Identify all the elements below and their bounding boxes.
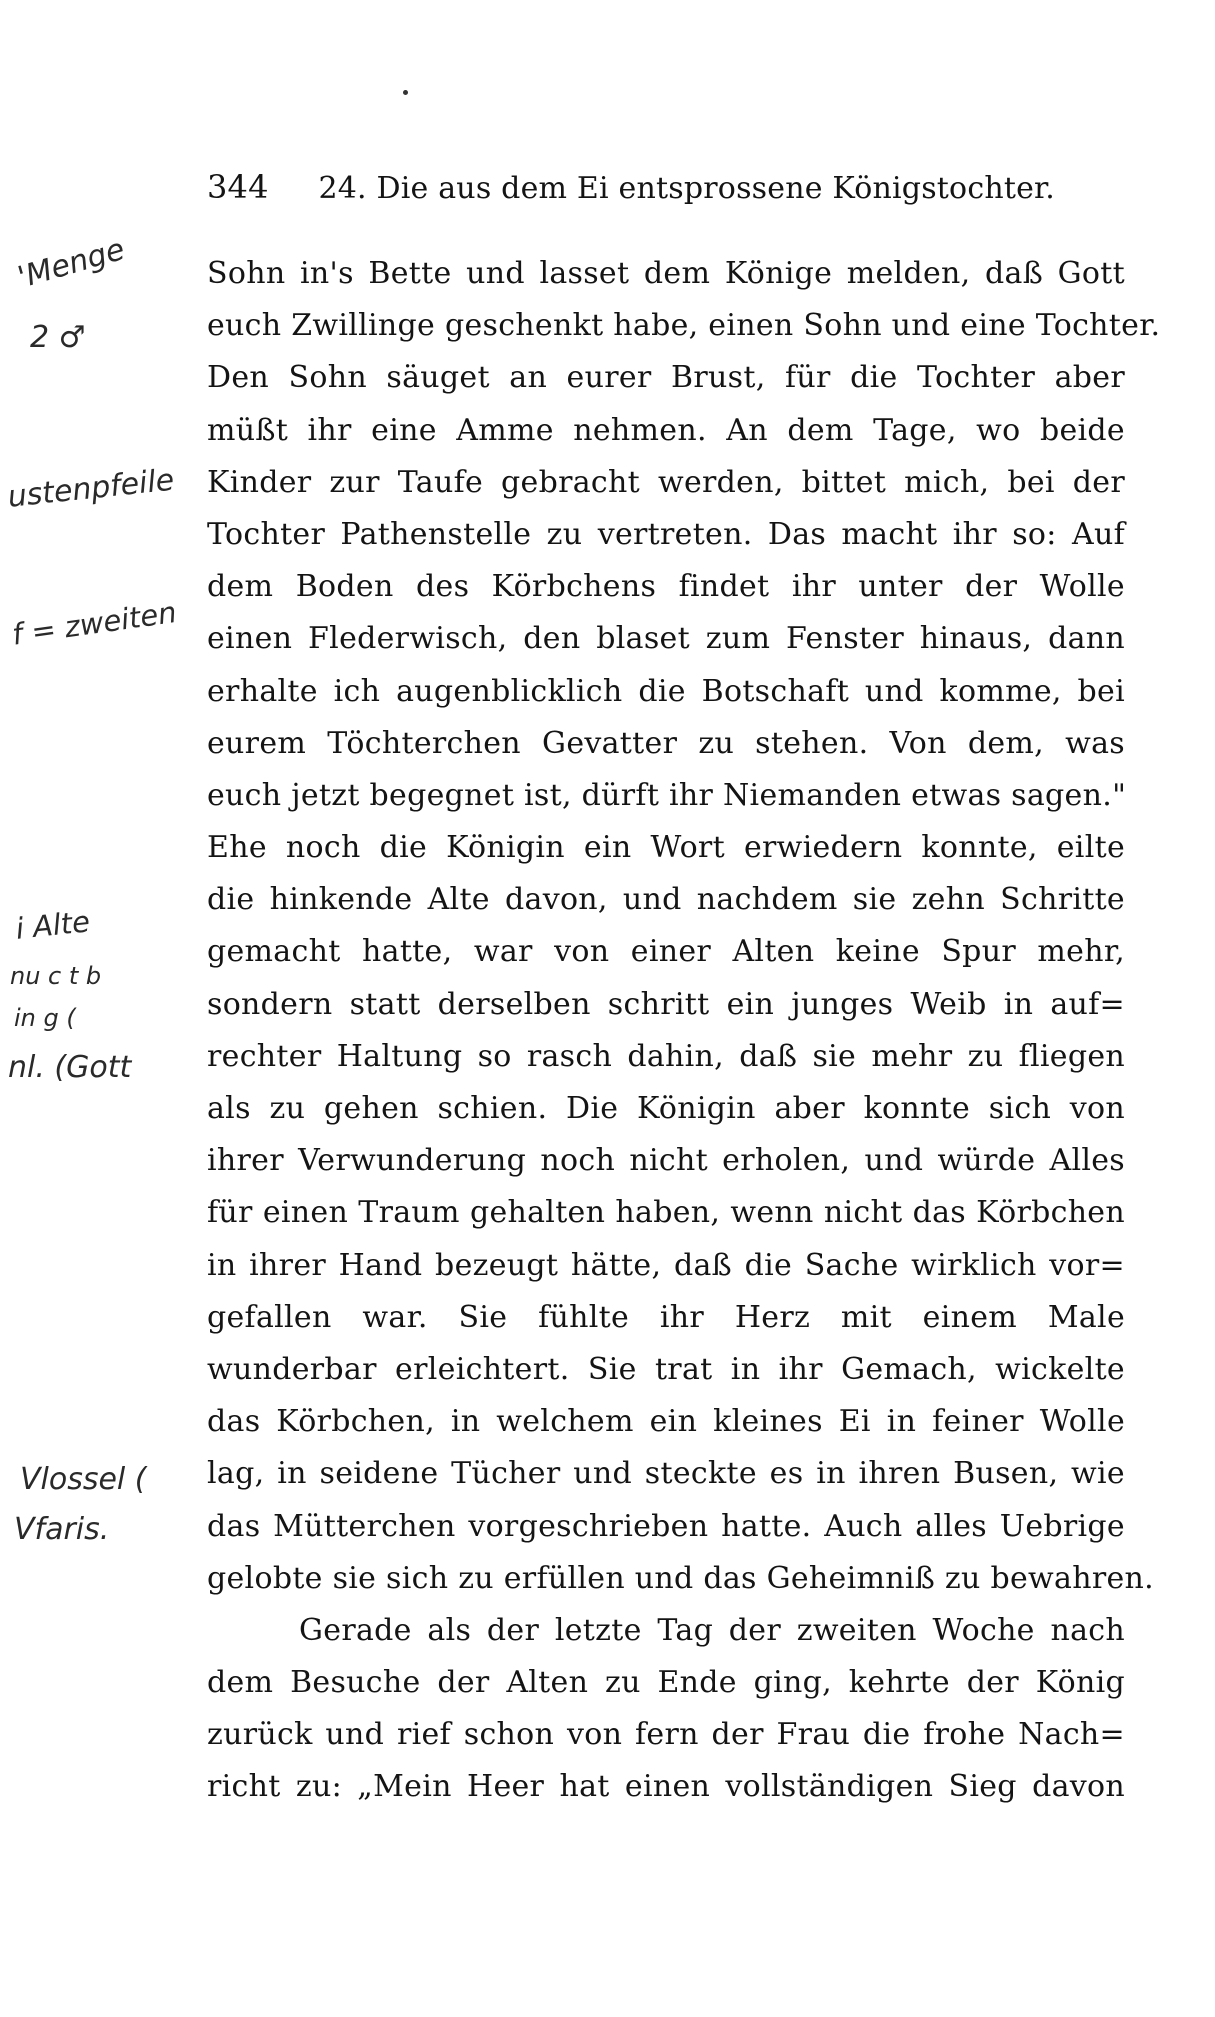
- text-line: Den Sohn säuget an eurer Brust, für die Tochter aber: [207, 360, 1125, 396]
- text-line: gefallen war. Sie fühlte ihr Herz mit einem Male: [207, 1299, 1125, 1335]
- text-line: für einen Traum gehalten haben, wenn nicht das Körbchen: [207, 1195, 1125, 1231]
- margin-note: i Alte: [14, 904, 92, 946]
- margin-note: Vlossel (: [20, 1462, 147, 1497]
- text-line: Kinder zur Taufe gebracht werden, bittet mich, bei der: [207, 464, 1125, 500]
- running-title: 24. Die aus dem Ei entsprossene Königstochter.: [318, 171, 1056, 206]
- margin-note: 2 ♂: [30, 320, 86, 355]
- text-line: die hinkende Alte davon, und nachdem sie zehn Schritte: [207, 882, 1125, 918]
- text-line: richt zu: „Mein Heer hat einen vollständigen Sieg davon: [207, 1769, 1125, 1805]
- text-line: in ihrer Hand bezeugt hätte, daß die Sache wirklich vor=: [207, 1247, 1125, 1283]
- margin-note: 'Menge: [14, 231, 129, 296]
- text-line: gemacht hatte, war von einer Alten keine Spur mehr,: [207, 934, 1125, 970]
- margin-note: nl. (Gott: [8, 1050, 132, 1085]
- ink-speck: [403, 90, 408, 95]
- text-line: dem Besuche der Alten zu Ende ging, kehrte der König: [207, 1665, 1125, 1701]
- margin-note: Vfaris.: [14, 1512, 110, 1547]
- text-line: Ehe noch die Königin ein Wort erwiedern konnte, eilte: [207, 830, 1125, 866]
- text-line: einen Flederwisch, den blaset zum Fenster hinaus, dann: [207, 621, 1125, 657]
- page-number: 344: [207, 168, 269, 206]
- text-line: Sohn in's Bette und lasset dem Könige melden, daß Gott: [207, 256, 1125, 291]
- text-line: Tochter Pathenstelle zu vertreten. Das macht ihr so: Auf: [207, 516, 1125, 552]
- margin-note: nu c t b: [10, 962, 102, 990]
- margin-note: f = zweiten: [10, 594, 179, 652]
- text-line: ihrer Verwunderung noch nicht erholen, und würde Alles: [207, 1143, 1125, 1179]
- text-line: erhalte ich augenblicklich die Botschaft und komme, bei: [207, 673, 1125, 709]
- text-line: sondern statt derselben schritt ein junges Weib in auf=: [207, 986, 1125, 1022]
- text-line: wunderbar erleichtert. Sie trat in ihr Gemach, wickelte: [207, 1351, 1125, 1387]
- text-line: lag, in seidene Tücher und steckte es in ihren Busen, wie: [207, 1456, 1125, 1492]
- margin-note: in g (: [14, 1004, 76, 1032]
- text-line: zurück und rief schon von fern der Frau die frohe Nach=: [207, 1717, 1125, 1753]
- text-line: das Körbchen, in welchem ein kleines Ei in feiner Wolle: [207, 1404, 1125, 1440]
- text-line: rechter Haltung so rasch dahin, daß sie mehr zu fliegen: [207, 1038, 1125, 1074]
- body-text: [207, 248, 1161, 1814]
- text-line: euch jetzt begegnet ist, dürft ihr Niemanden etwas sagen.": [207, 777, 1127, 813]
- running-header: [207, 168, 1147, 208]
- text-line: Gerade als der letzte Tag der zweiten Woche nach: [299, 1612, 1125, 1648]
- margin-note: ustenpfeile: [6, 462, 176, 515]
- text-line: das Mütterchen vorgeschrieben hatte. Auch alles Uebrige: [207, 1508, 1125, 1544]
- text-line: dem Boden des Körbchens findet ihr unter der Wolle: [207, 569, 1125, 605]
- text-line: euch Zwillinge geschenkt habe, einen Sohn und eine Tochter.: [207, 308, 1161, 344]
- text-line: als zu gehen schien. Die Königin aber konnte sich von: [207, 1091, 1125, 1126]
- text-line: gelobte sie sich zu erfüllen und das Geheimniß zu bewahren.: [207, 1560, 1154, 1596]
- text-line: eurem Töchterchen Gevatter zu stehen. Von dem, was: [207, 725, 1125, 761]
- text-line: müßt ihr eine Amme nehmen. An dem Tage, wo beide: [207, 412, 1125, 448]
